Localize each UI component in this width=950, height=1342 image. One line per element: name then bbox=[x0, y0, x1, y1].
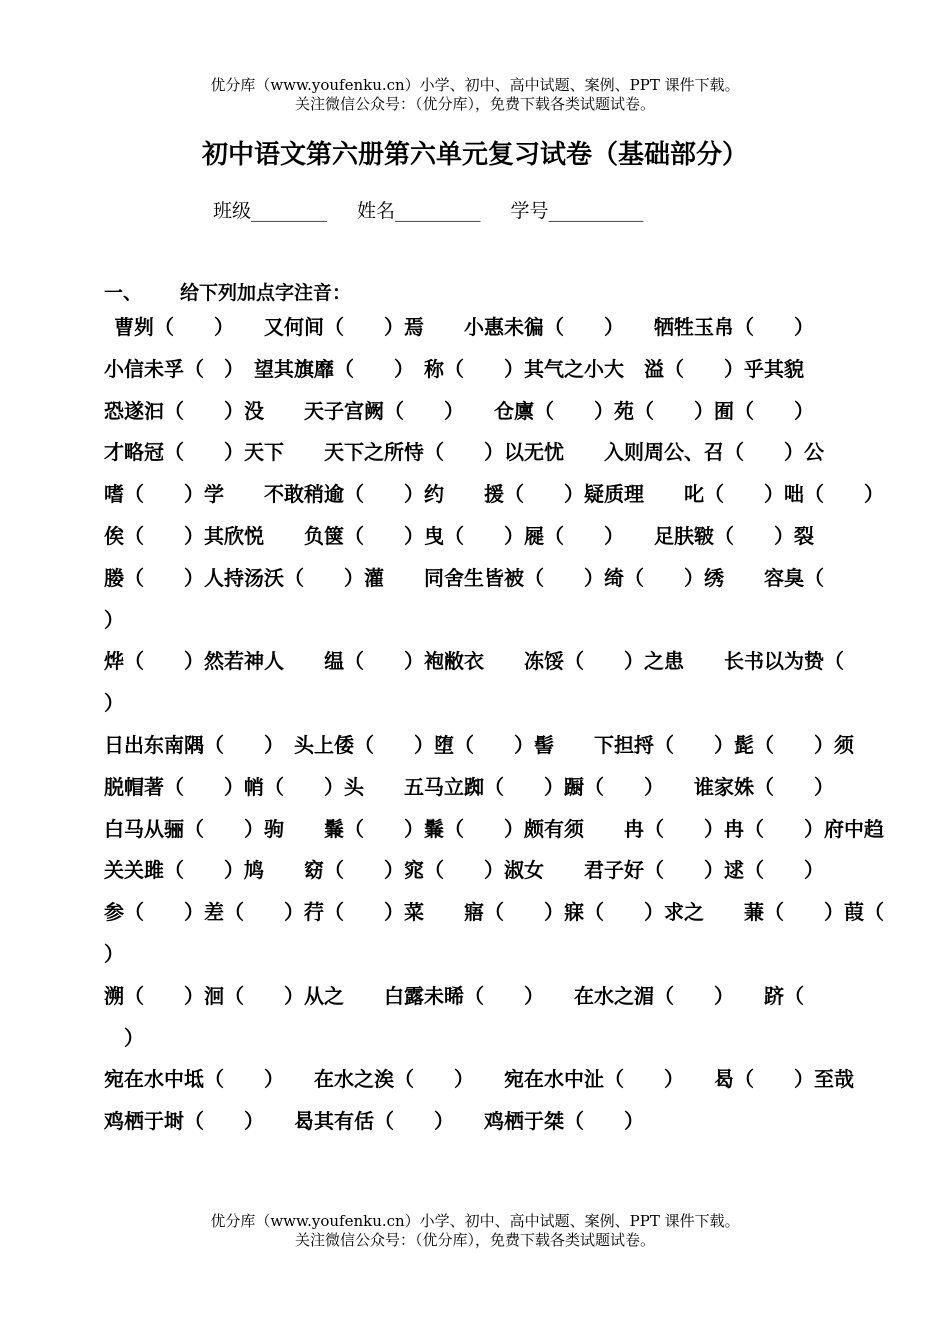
question-line: ） bbox=[104, 1025, 144, 1050]
footer-banner bbox=[0, 1212, 950, 1250]
question-line: 关关雎（ ）鸠 窈（ ）窕（ ）淑女 君子好（ ）逑（ ） bbox=[104, 858, 824, 883]
question-line: 才略冠（ ）天下 天下之所恃（ ）以无忧 入则周公、召（ ）公 bbox=[104, 440, 824, 465]
question-body bbox=[104, 310, 884, 1146]
question-line: 脱帽著（ ）帩（ ）头 五马立踟（ ）蹰（ ） 谁家姝（ ） bbox=[104, 774, 834, 799]
student-info bbox=[213, 198, 644, 224]
footer-line-2: 关注微信公众号：（优分库），免费下载各类试题试卷。 bbox=[294, 1231, 655, 1249]
question-line: 嗜（ ）学 不敢稍逾（ ）约 援（ ）疑质理 叱（ ）咄（ ） bbox=[104, 482, 884, 507]
question-line: 白马从骊（ ）驹 鬑（ ）鬑（ ）颇有须 冉（ ）冉（ ）府中趋 bbox=[104, 816, 884, 841]
question-line: ） bbox=[104, 607, 124, 632]
header-banner bbox=[0, 76, 950, 114]
question-line: ） bbox=[104, 691, 124, 716]
header-line-2: 关注微信公众号：（优分库），免费下载各类试题试卷。 bbox=[294, 95, 655, 113]
question-line: 曹刿（ ） 又何间（ ）焉 小惠未徧（ ） 牺牲玉帛（ ） bbox=[114, 315, 814, 339]
name-field: 姓名_________ bbox=[357, 200, 481, 222]
question-line: 媵（ ）人持汤沃（ ）灌 同舍生皆被（ ）绮（ ）绣 容臭（ bbox=[104, 565, 824, 590]
section-number: 一、 bbox=[104, 282, 143, 304]
question-line: 鸡栖于埘（ ） 曷其有佸（ ） 鸡栖于桀（ ） bbox=[104, 1109, 644, 1134]
question-line: 恐遂汩（ ）没 天子宫阙（ ） 仓廪（ ）苑（ ）囿（ ） bbox=[104, 398, 814, 423]
question-line: ） bbox=[104, 941, 124, 966]
question-line: 溯（ ）洄（ ）从之 白露未晞（ ） 在水之湄（ ） 跻（ bbox=[104, 983, 804, 1008]
section-instruction: 给下列加点字注音： bbox=[180, 282, 352, 304]
question-line: 日出东南隅（ ） 头上倭（ ）堕（ ）髻 下担捋（ ）髭（ ）须 bbox=[104, 732, 854, 757]
section-heading bbox=[104, 280, 351, 306]
question-line: 参（ ）差（ ）荇（ ）菜 寤（ ）寐（ ）求之 蒹（ ）葭（ bbox=[104, 900, 884, 925]
question-line: 宛在水中坻（ ） 在水之涘（ ） 宛在水中沚（ ） 曷（ ）至哉 bbox=[104, 1067, 854, 1092]
page-title: 初中语文第六册第六单元复习试卷（基础部分） bbox=[201, 140, 748, 170]
question-line: 烨（ ）然若神人 缊（ ）袍敝衣 冻馁（ ）之患 长书以为贽（ bbox=[104, 649, 844, 674]
question-line: 小信未孚（ ） 望其旗靡（ ） 称（ ）其气之小大 溢（ ）乎其貌 bbox=[104, 356, 804, 381]
header-line-1: 优分库（www.youfenku.cn）小学、初中、高中试题、案例、PPT 课件下载。 bbox=[210, 76, 740, 94]
class-field: 班级________ bbox=[213, 200, 328, 222]
question-line: 俟（ ）其欣悦 负箧（ ）曳（ ）屣（ ） 足肤皲（ ）裂 bbox=[104, 523, 814, 548]
footer-line-1: 优分库（www.youfenku.cn）小学、初中、高中试题、案例、PPT 课件下载。 bbox=[210, 1212, 740, 1230]
student-id-field: 学号__________ bbox=[510, 200, 644, 222]
